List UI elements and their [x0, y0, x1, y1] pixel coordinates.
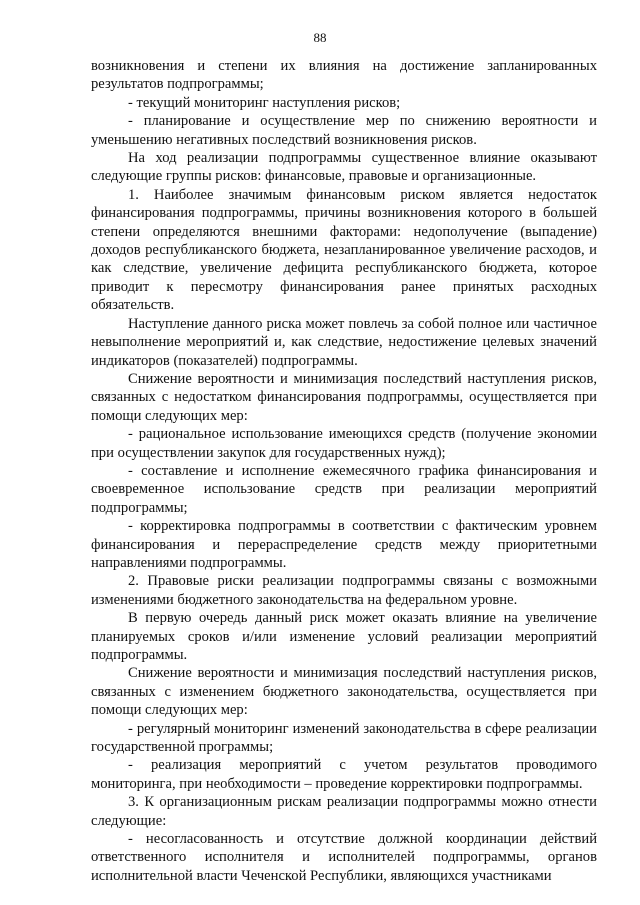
paragraph-organizational-risk: 3. К организационным рискам реализации подпрограммы можно отнести следующие: [91, 794, 597, 829]
list-item: - рациональное использование имеющихся средств (получение экономии при осуществлении закупок для государственных нужд); [91, 426, 597, 461]
paragraph: Наступление данного риска может повлечь за собой полное или частичное невыполнение мероприятий и, как следствие, недостижение целевых значений индикаторов (показателей) подпрограммы. [91, 315, 597, 369]
paragraph: Снижение вероятности и минимизация последствий наступления рисков, связанных с изменением бюджетного законодательства, осуществляется при помощи следующих мер: [91, 665, 597, 719]
list-item: - текущий мониторинг наступления рисков; [128, 94, 401, 111]
paragraph-continuation: возникновения и степени их влияния на достижение запланированных результатов подпрограммы; [91, 58, 597, 93]
paragraph-legal-risk: 2. Правовые риски реализации подпрограммы связаны с возможными изменениями бюджетного законодательства на федеральном уровне. [91, 573, 597, 608]
document-body [91, 57, 597, 885]
list-item: - планирование и осуществление мер по снижению вероятности и уменьшению негативных последствий возникновения рисков. [91, 113, 597, 148]
list-item: - составление и исполнение ежемесячного графика финансирования и своевременное использование средств при реализации мероприятий подпрограммы; [91, 462, 597, 516]
paragraph: Снижение вероятности и минимизация последствий наступления рисков, связанных с недостатком финансирования подпрограммы, осуществляется при помощи следующих мер: [91, 370, 597, 424]
paragraph: В первую очередь данный риск может оказать влияние на увеличение планируемых сроков и/или изменение условий реализации мероприятий подпрограммы. [91, 610, 597, 663]
list-item: - несогласованность и отсутствие должной координации действий ответственного исполнителя и исполнителей подпрограммы, органов исполнительной власти Чеченской Республики, являющихся участниками [91, 831, 597, 884]
paragraph-financial-risk: 1. Наиболее значимым финансовым риском является недостаток финансирования подпрограммы, причины возникновения которого в большей степени определяются внешними факторами: недополучение (выпадение) доходов республиканского бюджета, незапланированное увеличение расходов, и как следствие, увеличение дефицита республиканского бюджета, которое приводит к пересмотру финансирования ранее принятых расходных обязательств. [91, 186, 597, 314]
paragraph: На ход реализации подпрограммы существенное влияние оказывают следующие группы рисков: финансовые, правовые и организационные. [91, 150, 597, 185]
list-item: - корректировка подпрограммы в соответствии с фактическим уровнем финансирования и перераспределение средств между приоритетными направлениями подпрограммы. [91, 518, 597, 571]
list-item: - реализация мероприятий с учетом результатов проводимого мониторинга, при необходимости – проведение корректировки подпрограммы. [91, 757, 597, 792]
list-item: - регулярный мониторинг изменений законодательства в сфере реализации государственной программы; [91, 720, 597, 756]
page-number: 88 [313, 30, 327, 45]
